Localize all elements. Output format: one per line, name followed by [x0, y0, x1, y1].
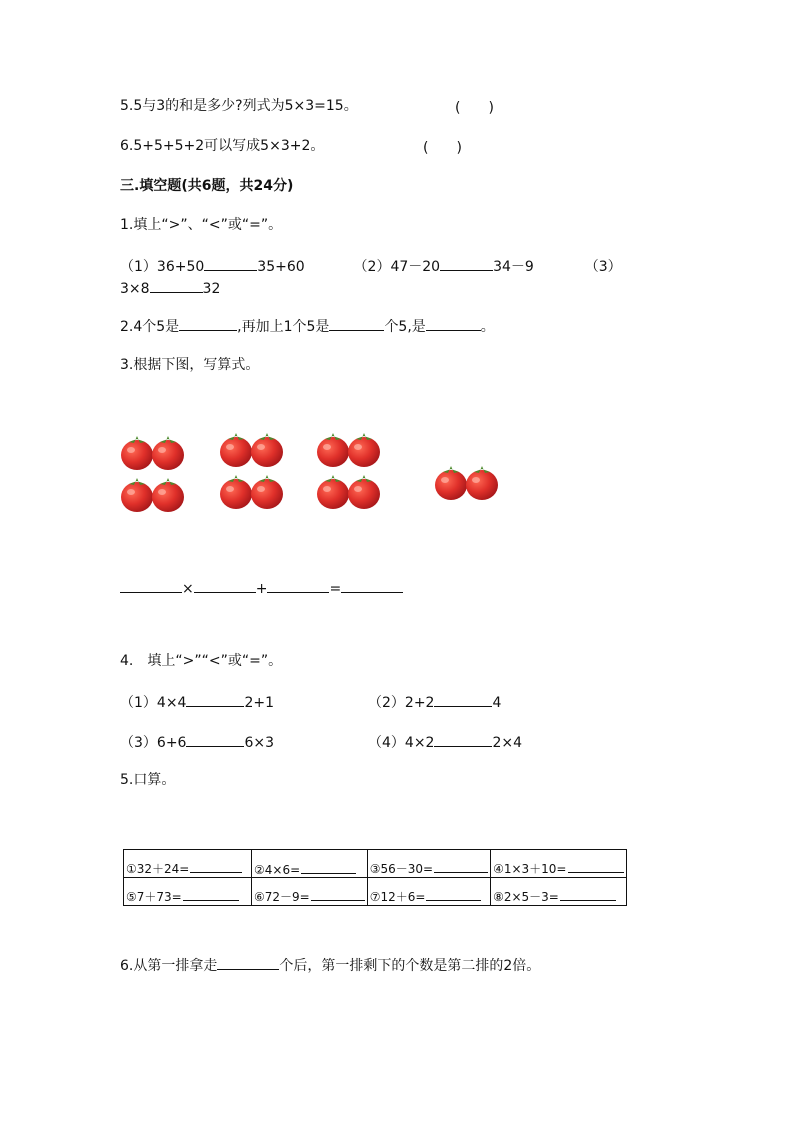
fill-q4-a-blank[interactable] [186, 692, 244, 707]
fill-q1-c-prefix: （3） [584, 259, 622, 275]
fill-q2-part3: 个5,是 [384, 319, 426, 335]
oral-answer-blank[interactable] [568, 862, 624, 873]
fill-q4-b-left: （2）2+2 [368, 695, 435, 711]
fill-q3-blank-1[interactable] [120, 578, 182, 593]
fill-q3-blank-2[interactable] [194, 578, 256, 593]
tomato-icon [152, 436, 184, 470]
oral-answer-blank[interactable] [560, 890, 616, 901]
fill-q3-op-times: × [182, 581, 194, 597]
fill-q3-title: 3.根据下图，写算式。 [120, 357, 260, 373]
oral-expr: ⑥72－9= [254, 890, 310, 904]
oral-expr: ③56－30= [369, 862, 434, 876]
fill-q4-title: 4. 填上“>”“<”或“=”。 [120, 653, 283, 669]
fill-q6-blank[interactable] [217, 955, 279, 970]
oral-expr: ②4×6= [254, 863, 301, 877]
fill-q6-part2: 个后，第一排剩下的个数是第二排的2倍。 [279, 958, 541, 974]
tomato-icon [220, 433, 252, 467]
fill-q3-equation [120, 578, 403, 598]
fill-q3-blank-3[interactable] [267, 578, 329, 593]
oral-answer-blank[interactable] [311, 890, 365, 901]
fill-q4-a-left: （1）4×4 [120, 695, 187, 711]
tomato-icon [435, 466, 467, 500]
fill-q4-a [120, 692, 274, 712]
oral-cell [367, 850, 490, 878]
fill-q4-c [120, 732, 274, 752]
oral-cell [491, 878, 626, 906]
fill-q2-part2: ,再加上1个5是 [237, 319, 330, 335]
oral-expr: ⑦12＋6= [369, 890, 426, 904]
fill-q2-part1: 2.4个5是 [120, 319, 180, 335]
fill-q6-part1: 6.从第一排拿走 [120, 958, 218, 974]
table-row [124, 850, 627, 878]
oral-expr: ⑧2×5－3= [493, 890, 559, 904]
fill-q4-d-right: 2×4 [492, 735, 522, 751]
fill-q4-a-right: 2+1 [244, 695, 274, 711]
tomato-icon [251, 475, 283, 509]
oral-answer-blank[interactable] [426, 890, 481, 901]
tomato-icon [317, 433, 349, 467]
tomato-icon [466, 466, 498, 500]
fill-q4-b-blank[interactable] [434, 692, 492, 707]
oral-answer-blank[interactable] [190, 862, 242, 873]
fill-q1-a-right: 35+60 [257, 259, 305, 275]
fill-q1-title: 1.填上“>”、“<”或“=”。 [120, 217, 283, 233]
fill-q3-op-plus: + [255, 581, 268, 597]
judge-q6-answer-paren[interactable]: ( ) [423, 140, 462, 156]
fill-q4-d-left: （4）4×2 [368, 735, 435, 751]
tomato-icon [220, 475, 252, 509]
tomato-picture [0, 0, 794, 560]
fill-q3-blank-4[interactable] [341, 578, 403, 593]
tomato-icon [251, 433, 283, 467]
fill-q6 [120, 955, 540, 975]
fill-q1-b-right: 34－9 [493, 259, 534, 275]
fill-q2-part4: 。 [480, 319, 495, 335]
oral-calc-table [123, 849, 627, 906]
fill-q4-d [368, 732, 522, 752]
fill-q4-c-right: 6×3 [244, 735, 274, 751]
oral-cell [491, 850, 626, 878]
fill-q3-op-equals: = [329, 581, 342, 597]
oral-expr: ①32＋24= [126, 862, 190, 876]
tomato-icon [317, 475, 349, 509]
tomato-icon [121, 436, 153, 470]
fill-q5-title: 5.口算。 [120, 772, 176, 788]
oral-cell [124, 878, 252, 906]
judge-q6-text: 6.5+5+5+2可以写成5×3+2。 [120, 138, 325, 154]
fill-q1-b-left: （2）47－20 [353, 259, 441, 275]
fill-q1-c-right: 32 [202, 281, 221, 297]
oral-expr: ⑤7＋73= [126, 890, 182, 904]
fill-q4-b [368, 692, 501, 712]
oral-cell [124, 850, 252, 878]
tomato-icon [348, 475, 380, 509]
oral-expr: ④1×3＋10= [493, 862, 567, 876]
tomato-icon [348, 433, 380, 467]
oral-cell [367, 878, 490, 906]
judge-q5-answer-paren[interactable]: ( ) [455, 100, 494, 116]
fill-q1-a-left: （1）36+50 [120, 259, 205, 275]
oral-cell [252, 878, 368, 906]
fill-q4-d-blank[interactable] [434, 732, 492, 747]
oral-answer-blank[interactable] [301, 863, 356, 874]
fill-q4-c-blank[interactable] [186, 732, 244, 747]
tomato-icon [121, 478, 153, 512]
fill-q4-c-left: （3）6+6 [120, 735, 187, 751]
fill-q4-b-right: 4 [492, 695, 502, 711]
fill-q1-c-left: 3×8 [120, 281, 150, 297]
tomato-icon [152, 478, 184, 512]
table-row [124, 878, 627, 906]
judge-q5-text: 5.5与3的和是多少?列式为5×3=15。 [120, 98, 358, 114]
oral-answer-blank[interactable] [183, 890, 239, 901]
section-title: 三.填空题(共6题，共24分) [120, 178, 294, 194]
oral-cell [252, 850, 368, 878]
oral-answer-blank[interactable] [434, 862, 488, 873]
